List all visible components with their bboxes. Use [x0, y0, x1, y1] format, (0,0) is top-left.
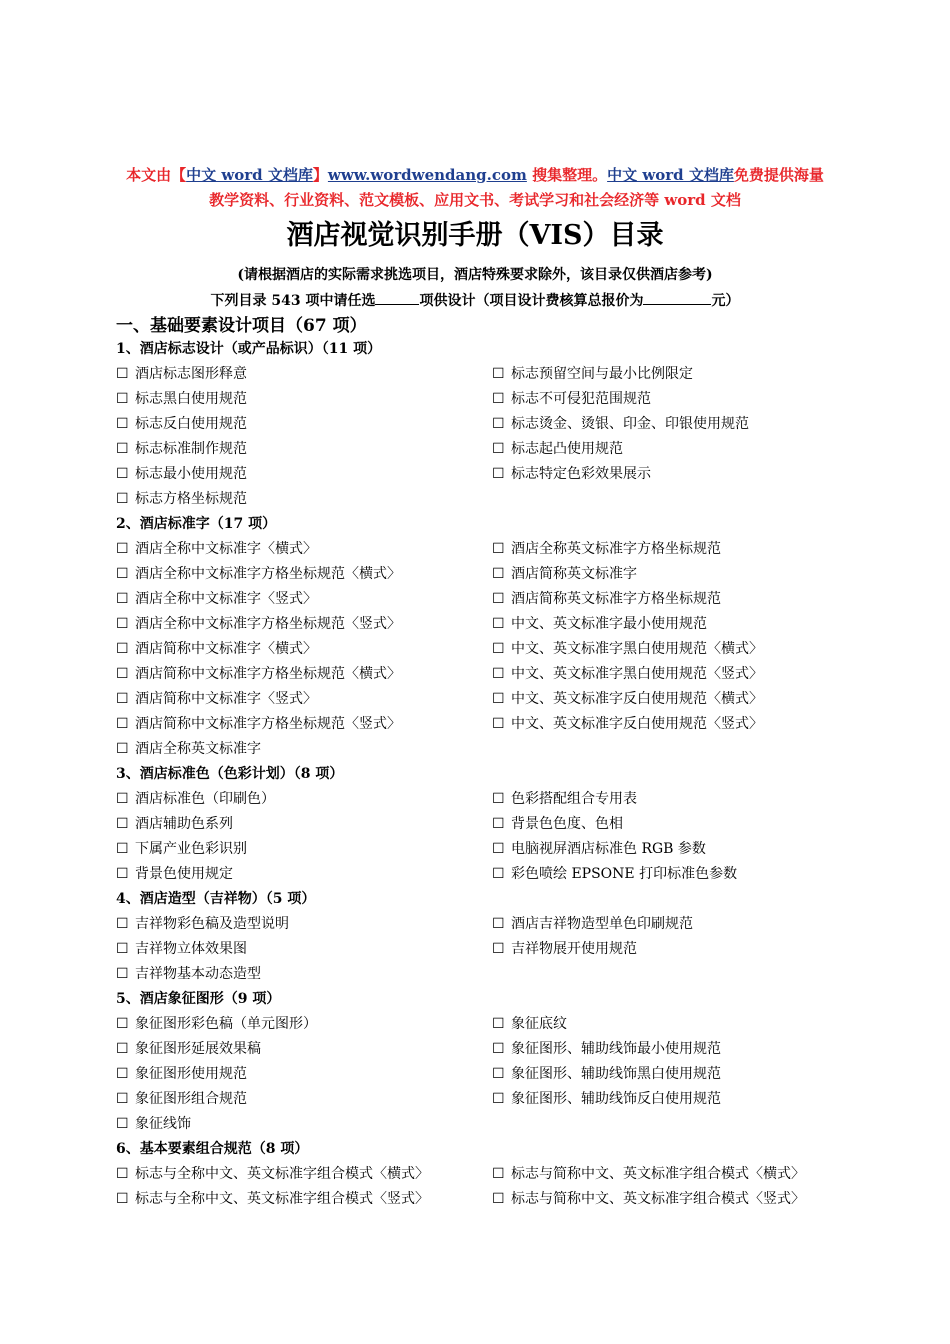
checklist-item [492, 537, 836, 562]
checklist-item [116, 787, 492, 812]
item-label: 酒店标志图形释意 [135, 366, 247, 382]
checkbox-icon[interactable]: ☐ [116, 1041, 129, 1057]
checkbox-icon[interactable]: ☐ [116, 416, 129, 432]
selection-text-3: 元） [711, 293, 740, 309]
item-label: 象征图形使用规范 [135, 1066, 247, 1082]
checklist-item [116, 637, 492, 662]
checkbox-icon[interactable]: ☐ [492, 1091, 505, 1107]
checklist-item [492, 412, 836, 437]
checkbox-icon[interactable]: ☐ [492, 591, 505, 607]
section-items [116, 1162, 836, 1212]
section-heading: 1、酒店标志设计（或产品标识）（11 项） [116, 341, 382, 357]
checklist-item [492, 462, 836, 487]
checkbox-icon[interactable]: ☐ [492, 1066, 505, 1082]
item-label: 标志反白使用规范 [135, 416, 247, 432]
checklist-item [492, 687, 836, 712]
checkbox-icon[interactable]: ☐ [492, 566, 505, 582]
item-label: 吉祥物彩色稿及造型说明 [135, 916, 289, 932]
checkbox-icon[interactable]: ☐ [116, 541, 129, 557]
notice-link[interactable]: 中文 word 文档库 [607, 166, 734, 184]
item-label: 酒店简称中文标准字方格坐标规范〈竖式〉 [135, 716, 401, 732]
item-label: 标志特定色彩效果展示 [511, 466, 651, 482]
item-label: 吉祥物基本动态造型 [135, 966, 261, 982]
checklist-item [492, 912, 836, 937]
item-label: 象征底纹 [511, 1016, 567, 1032]
section-items [116, 362, 836, 512]
checklist-item [116, 1087, 492, 1112]
item-label: 色彩搭配组合专用表 [511, 791, 637, 807]
section-heading: 5、酒店象征图形（9 项） [116, 991, 281, 1007]
checkbox-icon[interactable]: ☐ [116, 391, 129, 407]
item-label: 象征图形、辅助线饰反白使用规范 [511, 1091, 721, 1107]
checklist-item [492, 587, 836, 612]
notice-text: 免费提供海量 [733, 166, 824, 184]
checklist-item [492, 1062, 836, 1087]
catalog-content [116, 337, 836, 1212]
checkbox-icon[interactable]: ☐ [492, 466, 505, 482]
notice-text: 搜集整理。 [526, 166, 608, 184]
section-heading: 6、基本要素组合规范（8 项） [116, 1141, 309, 1157]
instruction-note: (请根据酒店的实际需求挑选项目，酒店特殊要求除外，该目录仅供酒店参考) [237, 267, 713, 283]
checklist-item [116, 662, 492, 687]
checkbox-icon[interactable]: ☐ [116, 966, 129, 982]
checkbox-icon[interactable]: ☐ [116, 916, 129, 932]
checkbox-icon[interactable]: ☐ [492, 616, 505, 632]
checkbox-icon[interactable]: ☐ [492, 541, 505, 557]
checklist-item [116, 1112, 492, 1137]
item-label: 背景色使用规定 [135, 866, 233, 882]
checkbox-icon[interactable]: ☐ [116, 1066, 129, 1082]
item-label: 象征图形延展效果稿 [135, 1041, 261, 1057]
checkbox-icon[interactable]: ☐ [492, 916, 505, 932]
checklist-item [492, 437, 836, 462]
item-label: 中文、英文标准字反白使用规范〈竖式〉 [511, 716, 763, 732]
checkbox-icon[interactable]: ☐ [116, 691, 129, 707]
checkbox-icon[interactable]: ☐ [116, 791, 129, 807]
checklist-item [492, 1037, 836, 1062]
checkbox-icon[interactable]: ☐ [492, 391, 505, 407]
item-label: 标志烫金、烫银、印金、印银使用规范 [511, 416, 749, 432]
checkbox-icon[interactable]: ☐ [492, 941, 505, 957]
checklist-item [116, 412, 492, 437]
item-label: 标志黑白使用规范 [135, 391, 247, 407]
item-label: 酒店简称中文标准字〈横式〉 [135, 641, 317, 657]
selection-text-1: 下列目录 543 项中请任选 [210, 293, 376, 309]
item-label: 标志方格坐标规范 [135, 491, 247, 507]
checkbox-icon[interactable]: ☐ [492, 1191, 505, 1207]
notice-link[interactable]: 中文 word 文档库 [186, 166, 313, 184]
item-label: 象征图形、辅助线饰最小使用规范 [511, 1041, 721, 1057]
selection-text-2: 项供设计（项目设计费核算总报价为 [419, 293, 644, 309]
checklist-item [492, 937, 836, 962]
checkbox-icon[interactable]: ☐ [492, 366, 505, 382]
item-label: 中文、英文标准字黑白使用规范〈横式〉 [511, 641, 763, 657]
checklist-item [116, 687, 492, 712]
section-heading: 3、酒店标准色（色彩计划）（8 项） [116, 766, 344, 782]
section-items [116, 912, 836, 987]
checklist-item [116, 712, 492, 737]
checklist-item [116, 1012, 492, 1037]
item-label: 酒店简称英文标准字方格坐标规范 [511, 591, 721, 607]
checklist-item [116, 562, 492, 587]
item-label: 中文、英文标准字黑白使用规范〈竖式〉 [511, 666, 763, 682]
checklist-item [116, 462, 492, 487]
item-label: 中文、英文标准字最小使用规范 [511, 616, 707, 632]
checkbox-icon[interactable]: ☐ [492, 416, 505, 432]
checklist-item [492, 1087, 836, 1112]
checkbox-icon[interactable]: ☐ [116, 666, 129, 682]
item-label: 吉祥物展开使用规范 [511, 941, 637, 957]
checkbox-icon[interactable]: ☐ [116, 716, 129, 732]
checkbox-icon[interactable]: ☐ [492, 1166, 505, 1182]
checkbox-icon[interactable]: ☐ [116, 941, 129, 957]
item-label: 象征图形组合规范 [135, 1091, 247, 1107]
item-label: 标志不可侵犯范围规范 [511, 391, 651, 407]
item-label: 下属产业色彩识别 [135, 841, 247, 857]
checklist-item [492, 387, 836, 412]
checklist-item [492, 812, 836, 837]
checkbox-icon[interactable]: ☐ [116, 1016, 129, 1032]
item-label: 标志与全称中文、英文标准字组合模式〈横式〉 [135, 1166, 429, 1182]
item-label: 象征图形彩色稿（单元图形） [135, 1016, 317, 1032]
item-label: 标志与全称中文、英文标准字组合模式〈竖式〉 [135, 1191, 429, 1207]
notice-text: 本文由【 [126, 166, 187, 184]
item-label: 标志预留空间与最小比例限定 [511, 366, 693, 382]
item-label: 背景色色度、色相 [511, 816, 623, 832]
item-label: 酒店全称中文标准字方格坐标规范〈竖式〉 [135, 616, 401, 632]
checkbox-icon[interactable]: ☐ [492, 841, 505, 857]
checklist-item [116, 612, 492, 637]
item-label: 吉祥物立体效果图 [135, 941, 247, 957]
item-label: 标志与简称中文、英文标准字组合模式〈竖式〉 [511, 1191, 805, 1207]
checklist-item [492, 637, 836, 662]
checklist-item [116, 437, 492, 462]
item-label: 酒店全称中文标准字〈横式〉 [135, 541, 317, 557]
checkbox-icon[interactable]: ☐ [116, 741, 129, 757]
source-notice-line-2: 教学资料、行业资料、范文模板、应用文书、考试学习和社会经济等 word 文档 [209, 191, 741, 209]
checkbox-icon[interactable]: ☐ [492, 691, 505, 707]
part-heading: 一、基础要素设计项目（67 项） [116, 316, 367, 336]
checklist-item [492, 362, 836, 387]
section-items [116, 787, 836, 887]
checkbox-icon[interactable]: ☐ [116, 566, 129, 582]
item-label: 酒店标准色（印刷色） [135, 791, 275, 807]
checklist-item [116, 837, 492, 862]
checkbox-icon[interactable]: ☐ [492, 641, 505, 657]
checklist-item [116, 737, 492, 762]
checkbox-icon[interactable]: ☐ [492, 666, 505, 682]
checklist-item [116, 387, 492, 412]
checkbox-icon[interactable]: ☐ [492, 1016, 505, 1032]
item-label: 酒店简称中文标准字方格坐标规范〈横式〉 [135, 666, 401, 682]
checkbox-icon[interactable]: ☐ [492, 1041, 505, 1057]
source-notice-line-1 [100, 164, 850, 186]
item-label: 酒店全称英文标准字方格坐标规范 [511, 541, 721, 557]
section-heading: 4、酒店造型（吉祥物）（5 项） [116, 891, 316, 907]
checkbox-icon[interactable]: ☐ [116, 841, 129, 857]
item-label: 酒店辅助色系列 [135, 816, 233, 832]
checkbox-icon[interactable]: ☐ [492, 716, 505, 732]
checklist-item [492, 787, 836, 812]
checkbox-icon[interactable]: ☐ [116, 816, 129, 832]
item-label: 标志与简称中文、英文标准字组合模式〈横式〉 [511, 1166, 805, 1182]
checkbox-icon[interactable]: ☐ [492, 866, 505, 882]
checkbox-icon[interactable]: ☐ [116, 1091, 129, 1107]
item-label: 酒店全称中文标准字方格坐标规范〈横式〉 [135, 566, 401, 582]
checklist-item [492, 1012, 836, 1037]
checkbox-icon[interactable]: ☐ [492, 791, 505, 807]
price-blank[interactable] [643, 290, 711, 305]
checklist-item [492, 612, 836, 637]
checklist-item [492, 712, 836, 737]
item-label: 标志最小使用规范 [135, 466, 247, 482]
checkbox-icon[interactable]: ☐ [116, 491, 129, 507]
checkbox-icon[interactable]: ☐ [116, 866, 129, 882]
checkbox-icon[interactable]: ☐ [492, 816, 505, 832]
item-label: 酒店全称中文标准字〈竖式〉 [135, 591, 317, 607]
item-label: 酒店简称英文标准字 [511, 566, 637, 582]
checklist-item [116, 812, 492, 837]
checklist-item [116, 862, 492, 887]
checklist-item [116, 1162, 492, 1187]
item-label: 酒店简称中文标准字〈竖式〉 [135, 691, 317, 707]
checkbox-icon[interactable]: ☐ [492, 441, 505, 457]
checkbox-icon[interactable]: ☐ [116, 441, 129, 457]
checklist-item [116, 912, 492, 937]
checkbox-icon[interactable]: ☐ [116, 1166, 129, 1182]
checklist-item [492, 562, 836, 587]
checklist-item [116, 587, 492, 612]
checklist-item [492, 1162, 836, 1187]
checkbox-icon[interactable]: ☐ [116, 1116, 129, 1132]
checklist-item [116, 537, 492, 562]
checkbox-icon[interactable]: ☐ [116, 466, 129, 482]
checklist-item [492, 837, 836, 862]
item-label: 象征线饰 [135, 1116, 191, 1132]
item-label: 标志标准制作规范 [135, 441, 247, 457]
item-label: 标志起凸使用规范 [511, 441, 623, 457]
notice-link[interactable]: www.wordwendang.com [327, 166, 527, 184]
document-title: 酒店视觉识别手册（VIS）目录 [286, 220, 664, 251]
checklist-item [116, 362, 492, 387]
checkbox-icon[interactable]: ☐ [116, 591, 129, 607]
item-count-blank[interactable] [375, 290, 419, 305]
item-label: 酒店全称英文标准字 [135, 741, 261, 757]
checklist-item [116, 487, 492, 512]
selection-instruction [0, 290, 950, 311]
section-heading: 2、酒店标准字（17 项） [116, 516, 277, 532]
item-label: 象征图形、辅助线饰黑白使用规范 [511, 1066, 721, 1082]
section-items [116, 1012, 836, 1137]
checkbox-icon[interactable]: ☐ [116, 366, 129, 382]
checklist-item [116, 1037, 492, 1062]
checklist-item [116, 937, 492, 962]
notice-text: 】 [312, 166, 328, 184]
checklist-item [492, 1187, 836, 1212]
item-label: 电脑视屏酒店标准色 RGB 参数 [511, 841, 706, 857]
checklist-item [116, 1187, 492, 1212]
checkbox-icon[interactable]: ☐ [116, 641, 129, 657]
checklist-item [492, 662, 836, 687]
checkbox-icon[interactable]: ☐ [116, 1191, 129, 1207]
section-items [116, 537, 836, 762]
item-label: 彩色喷绘 EPSONE 打印标准色参数 [511, 866, 738, 882]
checkbox-icon[interactable]: ☐ [116, 616, 129, 632]
checklist-item [116, 962, 492, 987]
item-label: 中文、英文标准字反白使用规范〈横式〉 [511, 691, 763, 707]
checklist-item [492, 862, 836, 887]
checklist-item [116, 1062, 492, 1087]
item-label: 酒店吉祥物造型单色印刷规范 [511, 916, 693, 932]
